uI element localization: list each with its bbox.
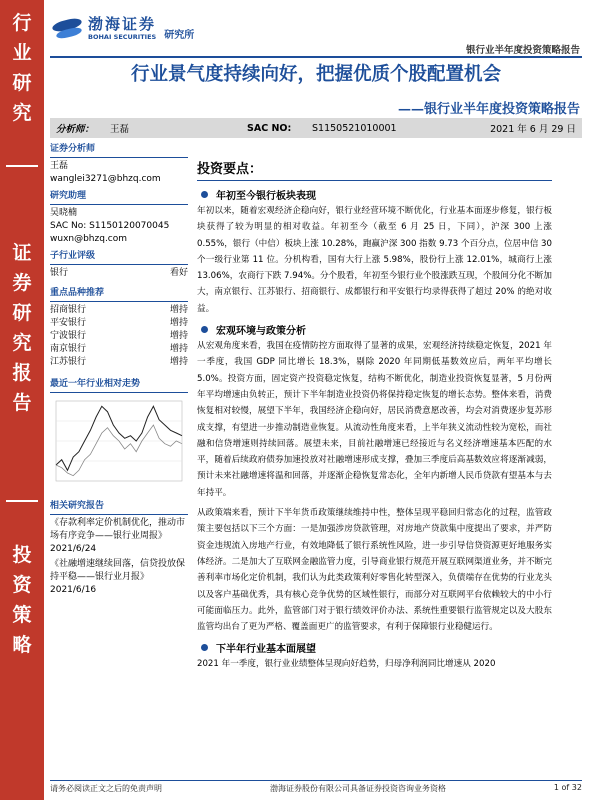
logo-text bbox=[88, 17, 156, 41]
stock-row bbox=[50, 343, 188, 356]
section-heading-text: 下半年行业基本面展望 bbox=[216, 644, 316, 656]
section-divider bbox=[50, 204, 188, 205]
analyst-section-title: 证券分析师 bbox=[50, 144, 96, 154]
sub-rating-row bbox=[50, 267, 188, 280]
sub-industry-rating: 看好 bbox=[169, 268, 188, 278]
logo-mark-icon bbox=[52, 16, 84, 42]
company-logo bbox=[52, 14, 194, 44]
sidebar-block-investment-strategy bbox=[0, 540, 44, 660]
section-heading-text: 宏观环境与政策分析 bbox=[216, 326, 306, 338]
section-divider bbox=[50, 157, 188, 158]
sidebar-char: 究 bbox=[12, 332, 32, 354]
bullet-icon bbox=[201, 644, 208, 651]
stock-rating: 增持 bbox=[169, 344, 188, 354]
stock-name: 江苏银行 bbox=[50, 357, 87, 367]
stock-row bbox=[50, 304, 188, 317]
sac-number: S1150521010001 bbox=[312, 122, 397, 134]
analyst-name: 王磊 bbox=[50, 161, 69, 171]
section-divider bbox=[50, 514, 188, 515]
assistant-sac: SAC No: S1150120070045 bbox=[50, 221, 170, 231]
analyst-email: wanglei3271@bhzq.com bbox=[50, 174, 161, 184]
chart-section-title: 最近一年行业相对走势 bbox=[50, 379, 141, 389]
section-divider bbox=[50, 264, 188, 265]
stock-name: 宁波银行 bbox=[50, 331, 87, 341]
sidebar-char: 策 bbox=[12, 604, 32, 626]
stock-name: 南京银行 bbox=[50, 344, 87, 354]
institute-name: 研究所 bbox=[164, 30, 195, 41]
right-column bbox=[197, 160, 552, 677]
assistant-section-title: 研究助理 bbox=[50, 191, 87, 201]
performance-chart-svg bbox=[50, 395, 186, 495]
sidebar-char: 投 bbox=[12, 544, 32, 566]
stock-row bbox=[50, 330, 188, 343]
sidebar-char: 略 bbox=[12, 634, 32, 656]
sidebar-char: 业 bbox=[12, 42, 32, 64]
section-divider bbox=[50, 392, 188, 393]
section-heading bbox=[197, 186, 552, 203]
company-qualification: 渤海证券股份有限公司具备证券投资咨询业务资格 bbox=[269, 784, 446, 793]
series-line-1 bbox=[56, 406, 182, 470]
bullet-icon bbox=[201, 191, 208, 198]
section-heading bbox=[197, 321, 552, 338]
relative-performance-chart bbox=[50, 395, 186, 495]
sidebar-char: 研 bbox=[12, 72, 32, 94]
sidebar-block-securities-report bbox=[0, 238, 44, 418]
related-section-title: 相关研究报告 bbox=[50, 501, 105, 511]
sidebar-divider bbox=[6, 500, 38, 502]
key-points-divider bbox=[197, 180, 552, 181]
left-column bbox=[50, 142, 188, 597]
related-report-item[interactable]: 《社融增速继续回落，信贷投放保持平稳——银行业月报》2021/6/16 bbox=[50, 559, 186, 595]
page-title: 行业景气度持续向好，把握优质个股配置机会 bbox=[130, 64, 501, 85]
sidebar-char: 究 bbox=[12, 102, 32, 124]
related-report-item[interactable]: 《存款利率定价机制优化，推动市场有序竞争——银行业周报》2021/6/24 bbox=[50, 518, 186, 554]
sidebar-char: 告 bbox=[12, 392, 32, 414]
sidebar-char: 行 bbox=[12, 12, 32, 34]
stock-section-title: 重点品种推荐 bbox=[50, 288, 105, 298]
sub-industry-name: 银行 bbox=[50, 268, 69, 278]
section-heading bbox=[197, 639, 552, 656]
body-paragraph: 从政策端来看，预计下半年货币政策继续维持中性，整体呈现平稳回归常态化的过程，监管政策主要包括以下三个方面：一是加强涉房贷款管理，对房地产贷款集中度提出了要求，并严防资金违规流入房地产行业，有效地降低了银行系统性风险，进一步引导信贷资源更好地服务实体经济。二是加大了互联网金融监管力度，引导商业银行规范开展互联网渠道业务，并不断完善利率市场化定价机制，我们认为此类政策利好零售化转型深入，负债端存在优势的行业龙头以及客户基础优秀，具有核心竞争优势的区域性银行，而部分对互联网平台依赖较大的中小行可能面临压力。此外，监管部门对于银行绩效评价办法、系统性重要银行监管规定以及大股东监管均出台了更为严格、覆盖面更广的监管要求，有利于保障银行业稳健运行。 bbox=[197, 508, 552, 633]
stock-rating: 增持 bbox=[169, 318, 188, 328]
stock-row bbox=[50, 317, 188, 330]
analyst-info-bar bbox=[50, 118, 582, 138]
body-paragraph: 从宏观角度来看，我国在疫情防控方面取得了显著的成果，宏观经济持续稳定恢复，2021 年一季度，我国 GDP 同比增长 18.3%，剔除 2020 年同期低基数效应后，两年平均增长 5.0%。投资方面，固定资产投资稳定恢复，结构不断优化，制造业投资恢复显著，5 月份两年平均增速由负转正，预计下半年制造业投资仍将保持稳定恢复的增长态势。整体来看，消费恢复相对较慢，展望下半年，我国经济企稳向好，居民消费意愿改善，均会对消费逐步复苏形成支撑，有望进一步推动制造业恢复。从流动性角度来看，上半年狭义流动性较为宽松，而社融和信贷增速则持续回落。展望未来，目前社融增速已经接近与名义经济增速基本匹配的水平，随着后续政府债券加速投放对社融增速形成支撑，叠加三季度后高基数效应将逐渐减弱，预计未来社融增速将温和回落，并逐渐企稳恢复常态化，全年内新增人民币贷款有望基本与去年持平。 bbox=[197, 341, 552, 498]
sidebar-strip bbox=[0, 0, 44, 800]
analyst-name: 王磊 bbox=[110, 124, 130, 135]
page-footer bbox=[50, 783, 582, 794]
sidebar-block-industry-research bbox=[0, 8, 44, 128]
footer-divider bbox=[50, 780, 582, 781]
sidebar-char: 研 bbox=[12, 302, 32, 324]
sidebar-char: 资 bbox=[12, 574, 32, 596]
analyst-label: 分析师： bbox=[56, 124, 95, 135]
sidebar-divider bbox=[6, 165, 38, 167]
disclaimer-note: 请务必阅读正文之后的免责声明 bbox=[50, 784, 162, 793]
sac-label: SAC NO: bbox=[247, 122, 292, 134]
assistant-email: wuxn@bhzq.com bbox=[50, 234, 128, 244]
stock-name: 平安银行 bbox=[50, 318, 87, 328]
logo-name-cn: 渤海证券 bbox=[88, 15, 157, 34]
header-divider bbox=[50, 56, 582, 58]
key-points-title: 投资要点： bbox=[197, 162, 263, 177]
page-number: 1 of 32 bbox=[553, 783, 582, 792]
sidebar-char: 证 bbox=[12, 242, 32, 264]
stock-row bbox=[50, 356, 188, 369]
page-subtitle: ——银行业半年度投资策略报告 bbox=[397, 102, 580, 117]
sidebar-char: 报 bbox=[12, 362, 32, 384]
logo-name-en: BOHAI SECURITIES bbox=[88, 33, 157, 42]
report-type: 银行业半年度投资策略报告 bbox=[465, 45, 580, 56]
body-paragraph: 2021 年一季度，银行业业绩整体呈现向好趋势，归母净利润同比增速从 2020 bbox=[197, 659, 496, 670]
stock-rating: 增持 bbox=[169, 331, 188, 341]
stock-name: 招商银行 bbox=[50, 305, 87, 315]
stock-rating: 增持 bbox=[169, 357, 188, 367]
section-divider bbox=[50, 301, 188, 302]
stock-rating: 增持 bbox=[169, 305, 188, 315]
report-date: 2021 年 6 月 29 日 bbox=[490, 124, 576, 135]
section-heading-text: 年初至今银行板块表现 bbox=[216, 191, 316, 202]
body-paragraph: 年初以来，随着宏观经济企稳向好，银行业经营环境不断优化，行业基本面逐步修复，银行板块获得了较为明显的相对收益。年初至今（截至 6 月 25 日，下同），沪深 300 上涨 0.55%，银行（中信）板块上涨 10.28%，跑赢沪深 300 指数 9.73 个百分点，位居申信 30 个一级行业第 11 位。分机构看，国有大行上涨 5.98%，股份行上涨 12.01%，城商行上涨 13.06%，农商行下跌 7.94%。分个股看，年初至今银行业个股涨跌互现，个股间分化不断加大，南京银行、江苏银行、招商银行、成都银行和平安银行均录得获得了超过 20% 的绝对收益。 bbox=[197, 206, 552, 314]
bullet-icon bbox=[201, 326, 208, 333]
sidebar-char: 券 bbox=[12, 272, 32, 294]
sub-rating-section-title: 子行业评级 bbox=[50, 251, 96, 261]
assistant-name: 吴晓楠 bbox=[50, 208, 78, 218]
